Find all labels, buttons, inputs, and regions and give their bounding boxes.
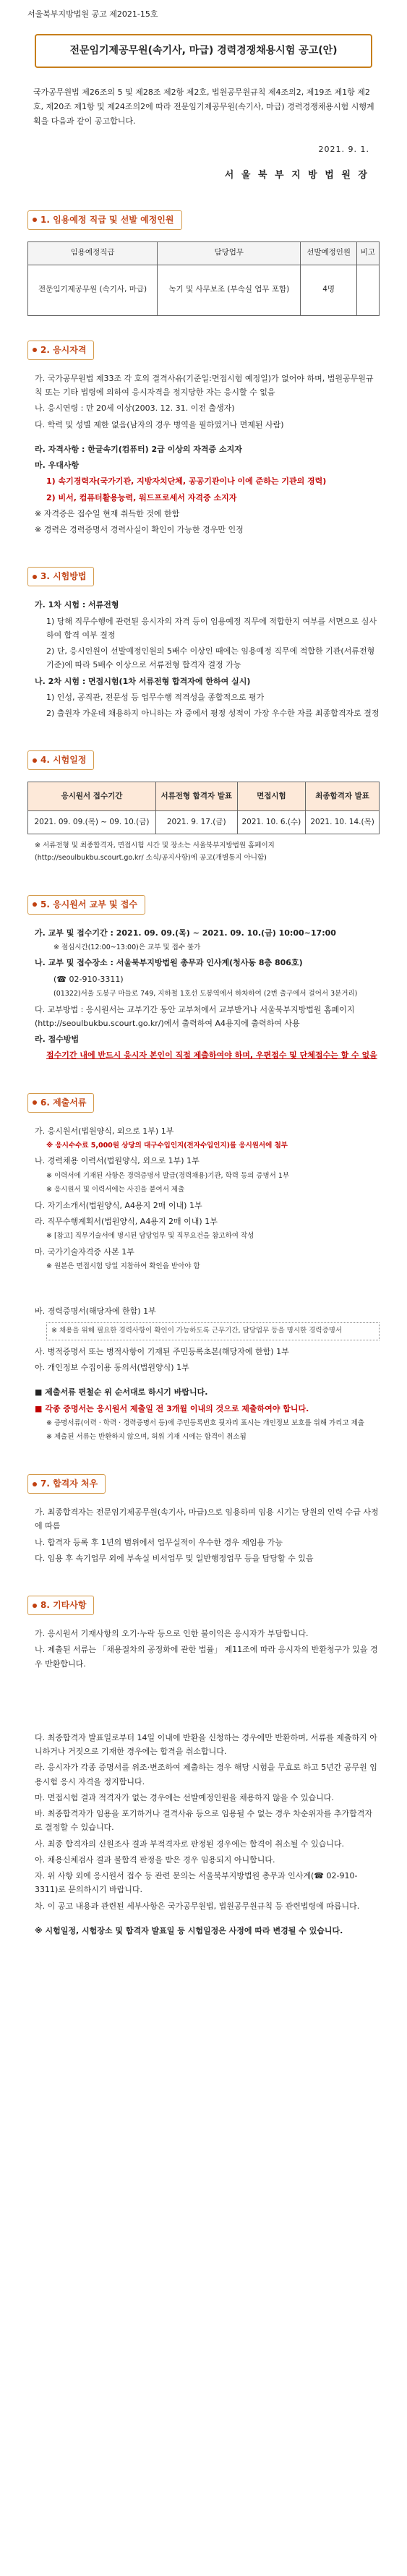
bullet-icon <box>33 1100 37 1105</box>
table-header: 면접시험 <box>237 782 306 811</box>
list-item: 나. 응시연령 : 만 20세 이상(2003. 12. 31. 이전 출생자) <box>35 403 235 414</box>
issuer: 서 울 북 부 지 방 법 원 장 <box>224 170 369 181</box>
table-cell: 녹기 및 사무보조 (부속실 업무 포함) <box>158 265 301 315</box>
list-item: 2) 단, 응시인원이 선발예정인원의 5배수 이상인 때에는 임용예정 직무에 적합한 기관(서류전형 기준)에 따라 5배수 이상으로 서류전형 합격자 결정 가능 <box>46 646 375 670</box>
list-item: 마. 우대사항 <box>35 461 80 471</box>
list-item: ※ 경력은 경력증명서 경력사실이 확인이 가능한 경우만 인정 <box>35 525 244 535</box>
list-item: 가. 교부 및 접수기간 : 2021. 09. 09.(목) ~ 2021. 09. 10.(금) 10:00~17:00 <box>35 928 336 938</box>
section-6-title: 6. 제출서류 <box>40 1097 87 1108</box>
schedule-note: ※ 서류전형 및 최종합격자, 면접시험 시간 및 장소는 서울북부지방법원 홈페이지(http://seoulbukbu.scourt.go.kr/ 소식/공지사항)에 공고(개별통지 아니함) <box>35 842 275 862</box>
list-item: 가. 국가공무원법 제33조 각 호의 결격사유(기준일:면접시험 예정일)가 없어야 하며, 법원공무원규칙 또는 기타 법령에 의하여 응시자격을 정지당한 자는 응시할 수 없음 <box>35 373 374 398</box>
list-item: 가. 응시원서(법원양식, 외으로 1부) 1부 <box>35 1126 174 1136</box>
section-1-heading <box>27 210 182 230</box>
list-item: ※ 자격증은 접수일 현재 취득한 것에 한함 <box>35 508 180 518</box>
section-6-body <box>27 1124 380 1445</box>
bullet-icon <box>33 1482 37 1486</box>
section-2-heading <box>27 341 94 360</box>
section-4-title: 4. 시험일정 <box>40 755 87 766</box>
list-item: 나. 합격자 등록 후 1년의 범위에서 업무실적이 우수한 경우 재임용 가능 <box>35 1537 283 1547</box>
title-box <box>35 34 372 68</box>
list-item: 자. 위 사항 외에 응시원서 접수 등 관련 문의는 서울북부지방법원 총무과 인사계(☎ 02-910-3311)로 문의하시기 바랍니다. <box>35 1871 358 1895</box>
list-item: 라. 자격사항 : 한글속기(컴퓨터) 2급 이상의 자격증 소지자 <box>35 444 242 454</box>
table-cell: 전문임기제공무원 (속기사, 마급) <box>28 265 158 315</box>
table-cell <box>356 265 379 315</box>
list-item: 1) 속기경력자(국가기관, 지방자치단체, 공공기관이나 이에 준하는 기관의 경력) <box>46 476 327 487</box>
list-item: 차. 이 공고 내용과 관련된 세부사항은 국가공무원법, 법원공무원규칙 등 관련법령에 따릅니다. <box>35 1901 360 1911</box>
list-item: 2) 출원자 가운데 채용하지 아니하는 자 중에서 평정 성적이 가장 우수한 자를 최종합격자로 결정 <box>46 709 380 719</box>
schedule-note-wrap <box>27 840 380 864</box>
list-item: 다. 임용 후 속기업무 외에 부속실 비서업무 및 일반행정업무 등을 담당할 수 있음 <box>35 1553 314 1563</box>
warning-text: ■ 각종 증명서는 응시원서 제출일 전 3개월 이내의 것으로 제출하여야 합니다. <box>35 1403 309 1413</box>
bullet-icon <box>33 218 37 222</box>
section-2-title: 2. 응시자격 <box>40 344 87 355</box>
intro-text: 국가공무원법 제26조의 5 및 제28조 제2항 제2호, 법원공무원규칙 제4조의2, 제19조 제1항 제2호, 제20조 제1항 및 제24조의2에 따라 전문임기제공무원(속기사, 마급) 경력경쟁채용시험 시행계획을 다음과 같이 공고합니다. <box>33 87 374 127</box>
table-cell: 2021. 10. 14.(목) <box>306 811 380 834</box>
list-item: 바. 최종합격자가 임용을 포기하거나 결격사유 등으로 임용될 수 없는 경우 차순위자를 추가합격자로 결정할 수 있습니다. <box>35 1809 372 1833</box>
section-8-body <box>27 1627 380 1938</box>
table-cell: 2021. 9. 17.(금) <box>155 811 237 834</box>
list-item: 다. 최종합격자 발표일로부터 14일 이내에 반환을 신청하는 경우에만 반환하며, 서류를 제출하지 아니하거나 거짓으로 기재한 경우에는 합격을 취소합니다. <box>35 1732 377 1757</box>
schedule-table <box>27 782 380 834</box>
section-5-title: 5. 응시원서 교부 및 접수 <box>40 899 137 910</box>
note-box: ※ 채용을 위해 필요한 경력사항이 확인이 가능하도록 근무기간, 담당업무 등을 명시한 경력증명서 <box>46 1322 380 1340</box>
section-1-title: 1. 임용예정 직급 및 선발 예정인원 <box>40 214 174 225</box>
bullet-icon <box>33 575 37 579</box>
final-note: ※ 시험일정, 시험장소 및 합격자 발표일 등 시험일정은 사정에 따라 변경될 수 있습니다. <box>35 1925 343 1935</box>
list-item: 나. 제출된 서류는 「채용절차의 공정화에 관한 법률」 제11조에 따라 응시자의 반환청구가 있을 경우 반환합니다. <box>35 1645 378 1669</box>
bullet-icon <box>33 348 37 352</box>
table-cell: 4명 <box>301 265 356 315</box>
list-item: ※ 원본은 면접시험 당일 지참하여 확인을 받아야 함 <box>46 1262 200 1271</box>
table-row <box>28 265 380 315</box>
section-6-heading <box>27 1093 94 1113</box>
list-item: 가. 응시원서 기재사항의 오기·누락 등으로 인한 불이익은 응시자가 부담합니다. <box>35 1629 309 1639</box>
warning-text: ■ 제출서류 편철순 위 순서대로 하시기 바랍니다. <box>35 1387 208 1398</box>
list-item: 접수기간 내에 반드시 응시자 본인이 직접 제출하여야 하며, 우편접수 및 단체접수는 할 수 없음 <box>46 1050 377 1061</box>
list-item: 라. 접수방법 <box>35 1035 80 1045</box>
table-cell: 2021. 10. 6.(수) <box>237 811 306 834</box>
list-item: ※ 응시원서 및 이력서에는 사진을 붙여서 제출 <box>46 1186 185 1194</box>
list-item: ※ 점심시간(12:00~13:00)은 교부 및 접수 불가 <box>53 943 201 951</box>
list-item: (01322)서울 도봉구 마들로 749, 지하철 1호선 도봉역에서 하차하여 (2번 출구에서 걸어서 3분거리) <box>53 989 358 998</box>
section-5-body <box>27 926 380 1063</box>
table-header: 비고 <box>356 241 379 265</box>
list-item: 바. 경력증명서(해당자에 한함) 1부 <box>35 1306 156 1316</box>
list-item: 라. 직무수행계획서(법원양식, A4용지 2매 이내) 1부 <box>35 1217 218 1227</box>
list-item: 사. 병적증명서 또는 병적사항이 기재된 주민등록초본(해당자에 한함) 1부 <box>35 1346 289 1356</box>
list-item: ※ 제출된 서류는 반환하지 않으며, 허위 기재 시에는 합격이 취소됨 <box>46 1433 247 1442</box>
table-header: 담당업무 <box>158 241 301 265</box>
list-item: ※ 이력서에 기재된 사항은 경력증명서 발급(경력채용)기관, 학력 등의 증명서 1부 <box>46 1171 290 1180</box>
section-7-body <box>27 1505 380 1565</box>
table-header: 최종합격자 발표 <box>306 782 380 811</box>
table-header: 선발예정인원 <box>301 241 356 265</box>
list-item: (☎ 02-910-3311) <box>53 974 124 984</box>
positions-table <box>27 241 380 316</box>
list-item: 사. 최종 합격자의 신원조사 결과 부적격자로 판정된 경우에는 합격이 취소될 수 있습니다. <box>35 1839 344 1849</box>
notice-number: 서울북부지방법원 공고 제2021-15호 <box>27 9 158 19</box>
list-item: 아. 채용신체검사 결과 불합격 판정을 받은 경우 임용되지 아니합니다. <box>35 1854 275 1865</box>
list-item: 가. 1차 시험 : 서류전형 <box>35 600 119 610</box>
table-header-row <box>28 782 380 811</box>
table-cell: 2021. 09. 09.(목) ~ 09. 10.(금) <box>28 811 156 834</box>
list-item: 2) 비서, 컴퓨터활용능력, 워드프로세서 자격증 소지자 <box>46 492 237 502</box>
table-header: 응시원서 접수기간 <box>28 782 156 811</box>
section-3-title: 3. 시험방법 <box>40 571 87 582</box>
list-item: 나. 경력채용 이력서(법원양식, 외으로 1부) 1부 <box>35 1156 200 1166</box>
list-item: 나. 2차 시험 : 면접시험(1차 서류전형 합격자에 한하여 실시) <box>35 676 251 686</box>
list-item: ※ [참고] 직무기술서에 명시된 담당업무 및 직무요건을 참고하여 작성 <box>46 1232 254 1241</box>
section-7-heading <box>27 1474 106 1494</box>
list-item: 가. 최종합격자는 전문임기제공무원(속기사, 마급)으로 임용하며 임용 시기는 당원의 인력 수급 사정에 따름 <box>35 1507 379 1531</box>
section-8-title: 8. 기타사항 <box>40 1600 87 1611</box>
list-item: ※ 증명서류(이력 · 학력 · 경력증명서 등)에 주민등록번호 뒷자리 표시는 개인정보 보호를 위해 가리고 제출 <box>46 1418 364 1427</box>
section-2-body <box>27 372 380 537</box>
section-4-heading <box>27 750 94 770</box>
list-item: 나. 교부 및 접수장소 : 서울북부지방법원 총무과 인사계(청사동 8층 806호) <box>35 958 303 968</box>
list-item: 1) 당해 직무수행에 관련된 응시자의 자격 등이 임용예정 직무에 적합한지 여부를 서면으로 심사하여 합격 여부 결정 <box>46 616 377 640</box>
section-3-heading <box>27 567 94 586</box>
list-item: 아. 개인정보 수집이용 동의서(법원양식) 1부 <box>35 1363 189 1373</box>
section-8-heading <box>27 1596 94 1615</box>
notice-date: 2021. 9. 1. <box>318 144 369 154</box>
table-header: 임용예정직급 <box>28 241 158 265</box>
list-item: 다. 교부방법 : 응시원서는 교부기간 동안 교부처에서 교부받거나 서울북부지방법원 홈페이지(http://seoulbukbu.scourt.go.kr/)에서 출력하여 A4용지에 출력하여 사용 <box>35 1004 355 1028</box>
section-5-heading <box>27 895 145 915</box>
list-item: 마. 국가기술자격증 사본 1부 <box>35 1247 134 1257</box>
list-item: 1) 인성, 공직관, 전문성 등 업무수행 적격성을 종합적으로 평가 <box>46 692 265 702</box>
list-item: ※ 응시수수료 5,000원 상당의 대구수입인지(전자수입인지)를 응시원서에 첨부 <box>46 1141 288 1150</box>
bullet-icon <box>33 1604 37 1608</box>
table-header-row <box>28 241 380 265</box>
section-7-title: 7. 합격자 처우 <box>40 1479 98 1489</box>
page-title: 전문임기제공무원(속기사, 마급) 경력경쟁채용시험 공고(안) <box>69 45 338 57</box>
list-item: 라. 응시자가 각종 증명서를 위조·변조하여 제출하는 경우 해당 시험을 무효로 하고 5년간 공무원 임용시험 응시 자격을 정지합니다. <box>35 1763 377 1786</box>
table-row <box>28 811 380 834</box>
list-item: 다. 자기소개서(법원양식, A4용지 2매 이내) 1부 <box>35 1200 202 1210</box>
bullet-icon <box>33 758 37 763</box>
bullet-icon <box>33 902 37 907</box>
list-item: 다. 학력 및 성별 제한 없음(남자의 경우 병역을 필하였거나 면제된 사람) <box>35 419 284 429</box>
section-3-body <box>27 598 380 720</box>
list-item: 마. 면접시험 결과 적격자가 없는 경우에는 선발예정인원을 채용하지 않을 수 있습니다. <box>35 1792 334 1802</box>
table-header: 서류전형 합격자 발표 <box>155 782 237 811</box>
